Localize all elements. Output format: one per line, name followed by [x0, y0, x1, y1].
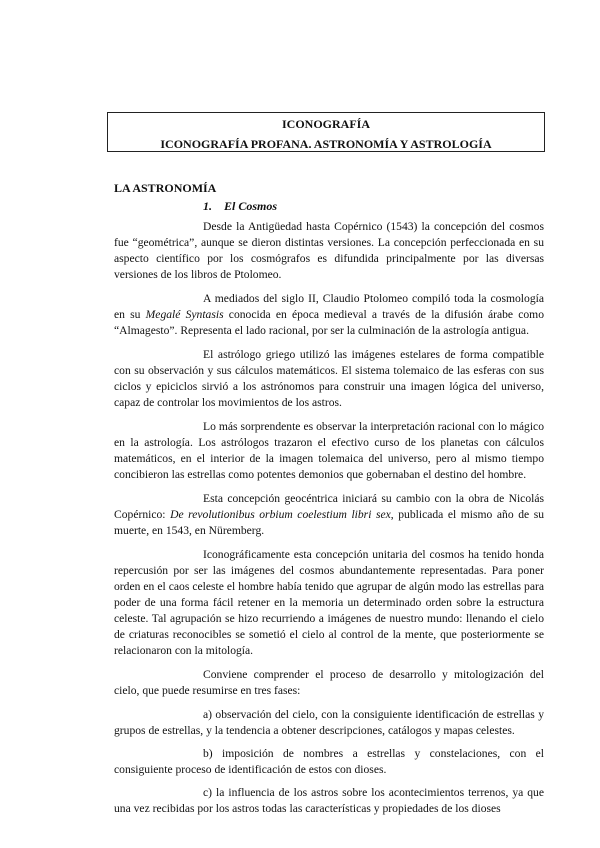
book-title-megale-syntasis: Megalé Syntasis: [145, 308, 224, 321]
title-box: [107, 112, 545, 152]
document-title: ICONOGRAFÍA: [281, 117, 370, 131]
paragraph: Desde la Antigüedad hasta Copérnico (1543) la concepción del cosmos fue “geométrica”, aunque se dieron distintas versiones. La concepción perfeccionada en su aspecto científico por los cosmógrafos es difundida principalmente por las diversas versiones de los libros de Ptolomeo.: [114, 220, 544, 281]
paragraph-text: Esta concepción geocéntrica iniciará su cambio con la obra de Nicolás Copérnico:: [114, 492, 544, 521]
paragraph: Conviene comprender el proceso de desarrollo y mitologización del cielo, que puede resumirse en tres fases:: [114, 668, 544, 697]
paragraph-text: conocida en época medieval a través de la difusión árabe como “Almagesto”. Representa el lado racional, por ser la culminación de la astrología antigua.: [114, 308, 544, 337]
subsection-number: 1.: [203, 199, 212, 213]
paragraph-text: , publicada el mismo año de su muerte, en 1543, en Nüremberg.: [114, 508, 544, 537]
list-item-phase-c: c) la influencia de los astros sobre los acontecimientos terrenos, ya que una vez recibidas por los astros todas las características y propiedades de los dioses: [114, 786, 544, 815]
paragraph: El astrólogo griego utilizó las imágenes estelares de forma compatible con su observación y sus cálculos matemáticos. El sistema tolemaico de las esferas con sus ciclos y epiciclos sirvió a los astrónomos para construir una imagen lógica del universo, capaz de controlar los movimientos de los astros.: [114, 348, 544, 409]
subsection-heading: [203, 199, 277, 214]
subsection-title: El Cosmos: [224, 199, 278, 213]
paragraph: [114, 491, 544, 539]
paragraph: Iconográficamente esta concepción unitaria del cosmos ha tenido honda repercusión por ser las imágenes del cosmos abundantemente representadas. Para poner orden en el caos celeste el hombre había tenido que agrupar de algún modo las estrellas para poder de una forma fácil retener en la memoria un determinado orden sobre la estructura celeste. Tal agrupación se hizo recurriendo a imágenes de nuestro mundo: llenando el cielo de criaturas reconocibles se sometió el cielo al control de la mente, que posteriormente se relacionaron con la mitología.: [114, 548, 544, 657]
paragraph: Lo más sorprendente es observar la interpretación racional con lo mágico en la astrología. Los astrólogos trazaron el efectivo curso de los planetas con cálculos matemáticos, en el interior de la imagen tolemaica del universo, pero al mismo tiempo concibieron las estrellas como potentes demonios que gobernaban el destino del hombre.: [114, 420, 544, 481]
paragraph: [114, 291, 544, 339]
list-item-phase-b: b) imposición de nombres a estrellas y constelaciones, con el consiguiente proceso de identificación de estos con dioses.: [114, 747, 544, 776]
list-item-phase-a: a) observación del cielo, con la consiguiente identificación de estrellas y grupos de estrellas, y la tendencia a obtener descripciones, catálogos y mapas celestes.: [114, 708, 544, 737]
section-heading: LA ASTRONOMÍA: [114, 181, 217, 195]
document-subtitle: ICONOGRAFÍA PROFANA. ASTRONOMÍA Y ASTROLOGÍA: [160, 137, 492, 151]
paragraph-text: A mediados del siglo II, Claudio Ptolomeo compiló toda la cosmología en su: [114, 292, 544, 321]
book-title-de-revolutionibus: De revolutionibus orbium coelestium libri sex: [170, 508, 391, 521]
body-text: [114, 219, 544, 825]
